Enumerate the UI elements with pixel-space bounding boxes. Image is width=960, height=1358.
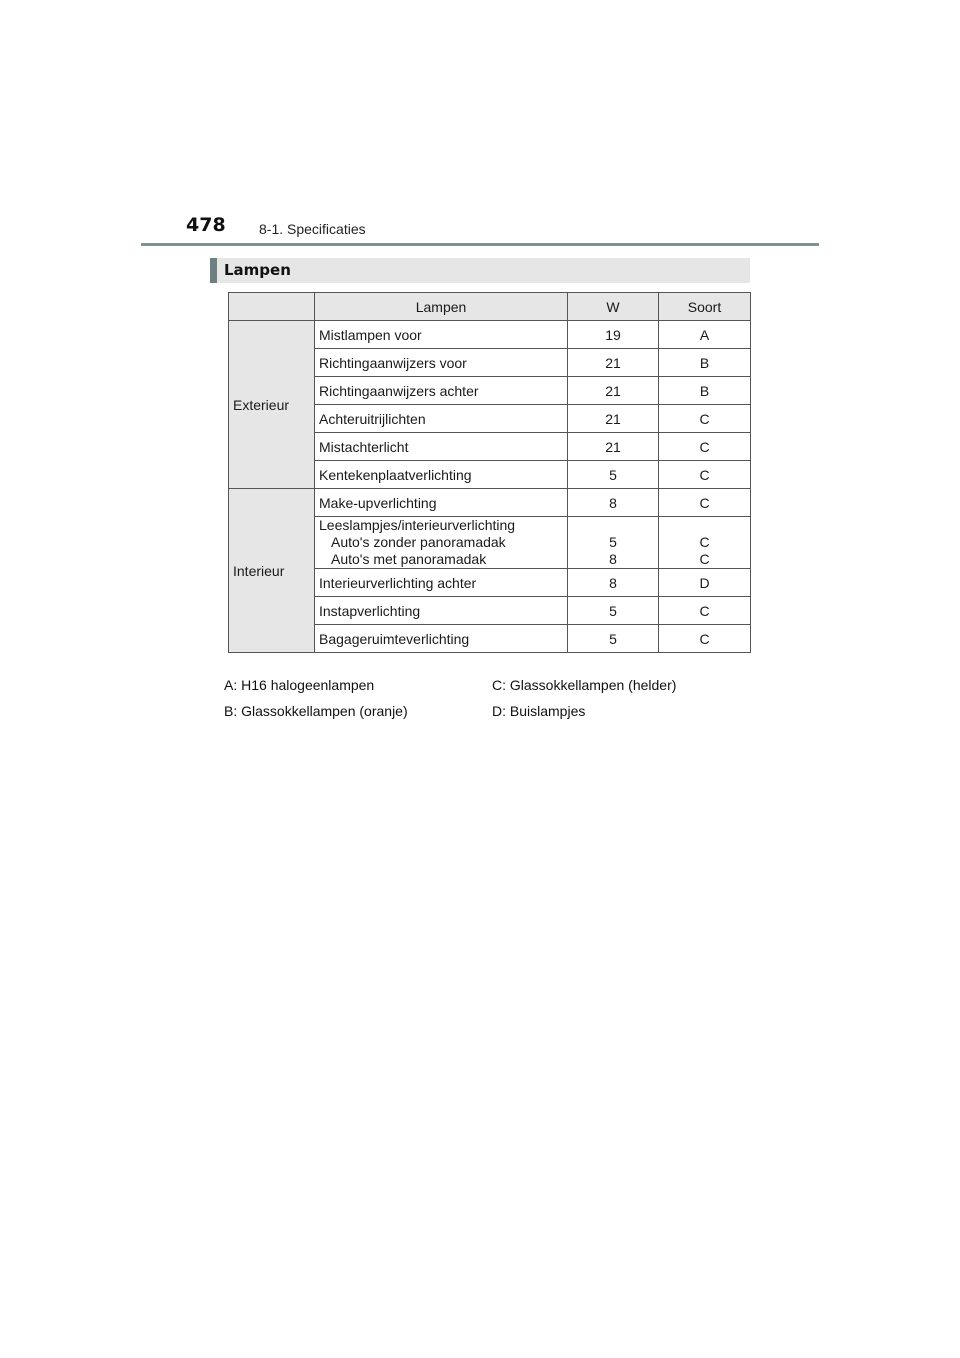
lamp-name: Instapverlichting [315, 597, 568, 625]
legend-c: C: Glassokkellampen (helder) [492, 677, 677, 693]
lamp-watt: 5 [568, 625, 659, 653]
header-cell-watt: W [568, 293, 659, 321]
lamp-variant-name: Auto's met panoramadak [331, 551, 487, 567]
lamp-watt: 21 [568, 349, 659, 377]
lamp-name: Achteruitrijlichten [315, 405, 568, 433]
lamp-type: C [659, 433, 751, 461]
lamp-name: Interieurverlichting achter [315, 569, 568, 597]
lamp-name: Make-upverlichting [315, 489, 568, 517]
lamp-type: A [659, 321, 751, 349]
header-cell-soort: Soort [659, 293, 751, 321]
lamp-name: Mistachterlicht [315, 433, 568, 461]
page-number: 478 [186, 214, 226, 236]
lamp-watt: 21 [568, 377, 659, 405]
legend-a: A: H16 halogeenlampen [224, 677, 375, 693]
lamp-watt: 21 [568, 405, 659, 433]
lamp-watt: 5 [609, 534, 617, 550]
lamp-type: B [659, 377, 751, 405]
lamp-type: C [699, 534, 710, 550]
section-title: Lampen [224, 261, 291, 279]
lamp-watt: 8 [609, 551, 617, 567]
lamp-watt: 19 [568, 321, 659, 349]
lamp-type: D [659, 569, 751, 597]
legend-b: B: Glassokkellampen (oranje) [224, 703, 408, 719]
lamp-type: C [659, 625, 751, 653]
lamp-name: Leeslampjes/interieurverlichting [319, 517, 516, 533]
section-heading: 8-1. Specificaties [259, 221, 366, 237]
legend-d: D: Buislampjes [492, 703, 586, 719]
lamp-name: Kentekenplaatverlichting [315, 461, 568, 489]
header-cell-lampen: Lampen [315, 293, 568, 321]
lamp-watt-multiline [568, 517, 659, 569]
lamp-name: Richtingaanwijzers achter [315, 377, 568, 405]
table-header-row [229, 293, 751, 321]
lamp-spec-table [228, 292, 751, 653]
table-row [229, 489, 751, 517]
header-rule [141, 243, 819, 246]
section-accent [210, 258, 217, 283]
lamp-variant-name: Auto's zonder panoramadak [331, 534, 506, 550]
lamp-type: C [659, 597, 751, 625]
lamp-type: C [659, 461, 751, 489]
table-row [229, 321, 751, 349]
lamp-name: Richtingaanwijzers voor [315, 349, 568, 377]
lamp-watt: 5 [568, 597, 659, 625]
lamp-type: C [659, 489, 751, 517]
lamp-watt: 8 [568, 489, 659, 517]
lamp-name-multiline [315, 517, 568, 569]
lamp-watt: 5 [568, 461, 659, 489]
group-label-interieur: Interieur [229, 489, 315, 653]
lamp-type: C [699, 551, 710, 567]
lamp-name: Mistlampen voor [315, 321, 568, 349]
lamp-type: C [659, 405, 751, 433]
lamp-watt: 8 [568, 569, 659, 597]
lamp-type: B [659, 349, 751, 377]
group-label-exterieur: Exterieur [229, 321, 315, 489]
lamp-watt: 21 [568, 433, 659, 461]
header-cell-group [229, 293, 315, 321]
lamp-type-multiline [659, 517, 751, 569]
lamp-name: Bagageruimteverlichting [315, 625, 568, 653]
section-title-bar [210, 258, 750, 283]
